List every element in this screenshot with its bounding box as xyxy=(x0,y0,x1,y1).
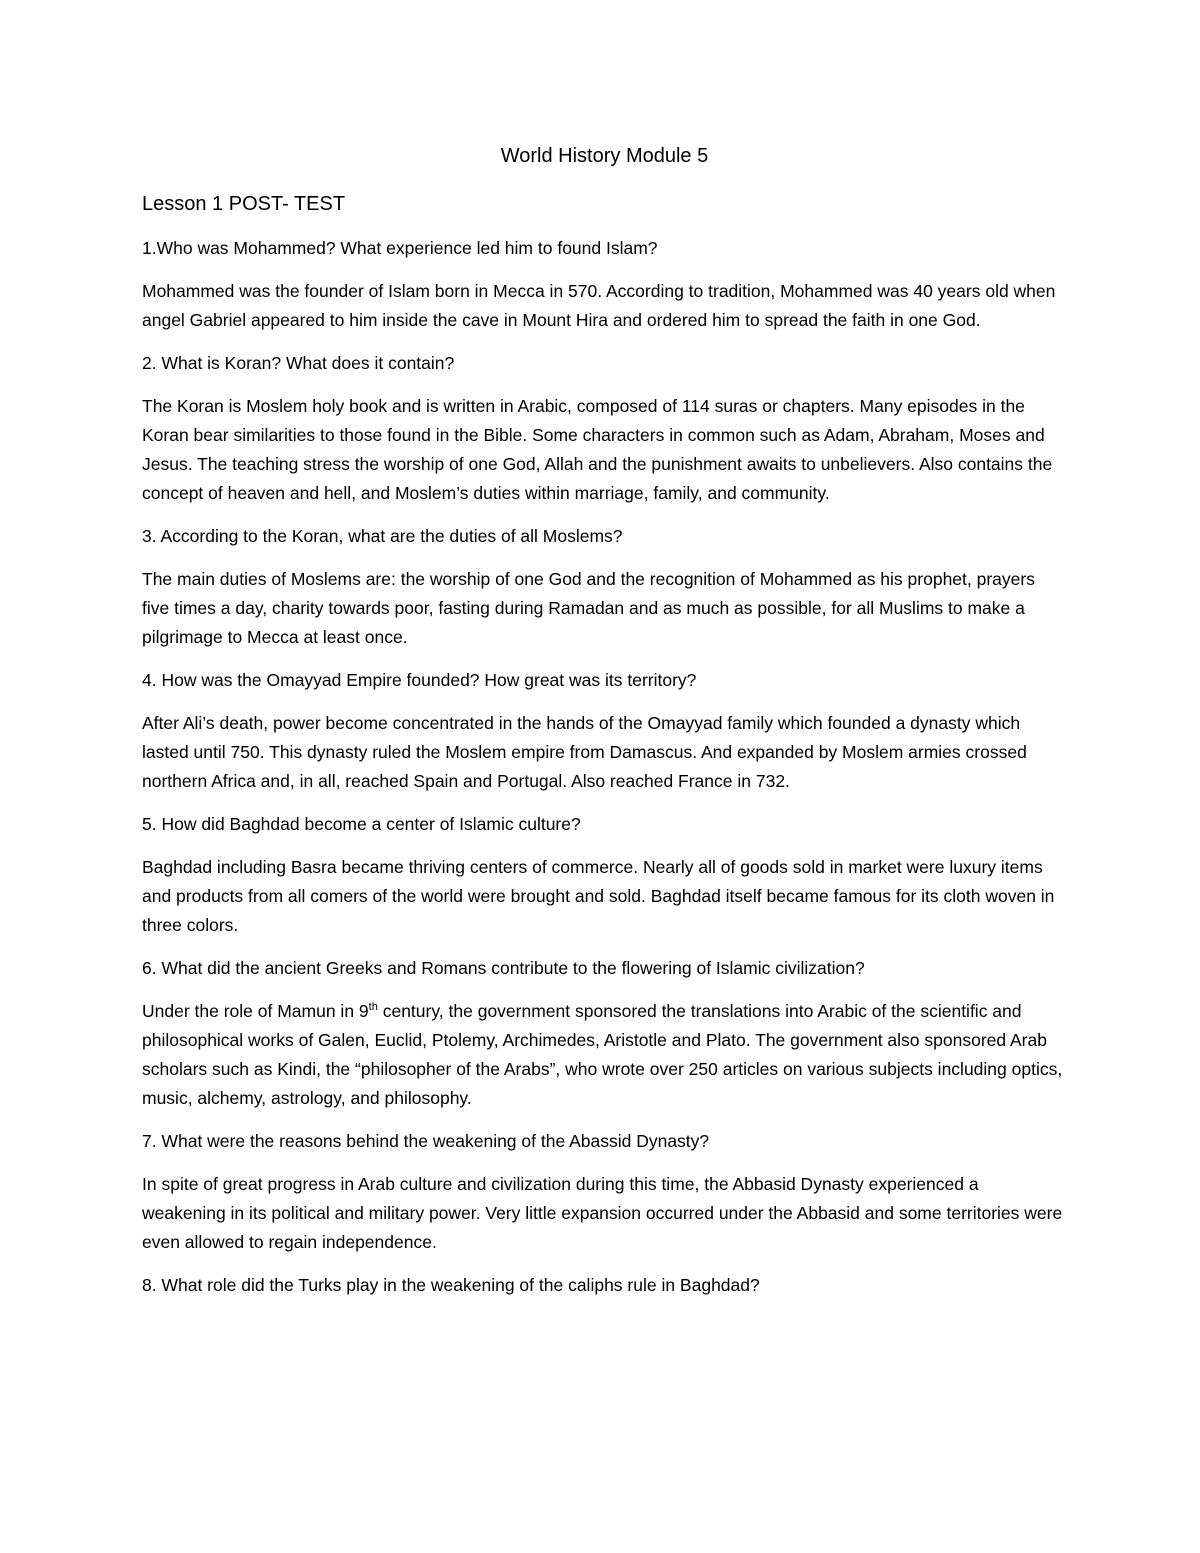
answer-6-superscript: th xyxy=(368,1001,378,1014)
question-2: 2. What is Koran? What does it contain? xyxy=(142,353,455,373)
answer-6-text-start: Under the role of Mamun in 9 xyxy=(142,1001,369,1021)
answer-1: Mohammed was the founder of Islam born in Mecca in 570. According to tradition, Mohammed was 40 years old when angel Gabriel appeared to him inside the cave in Mount Hira and ordered him to spread the faith in one God. xyxy=(142,281,1056,330)
document-body xyxy=(142,142,1067,1314)
question-5: 5. How did Baghdad become a center of Islamic culture? xyxy=(142,814,581,834)
question-1: 1.Who was Mohammed? What experience led him to found Islam? xyxy=(142,238,658,258)
question-8: 8. What role did the Turks play in the weakening of the caliphs rule in Baghdad? xyxy=(142,1275,760,1295)
answer-4: After Ali’s death, power become concentrated in the hands of the Omayyad family which founded a dynasty which lasted until 750. This dynasty ruled the Moslem empire from Damascus. And expanded by Moslem armies crossed northern Africa and, in all, reached Spain and Portugal. Also reached France in 732. xyxy=(142,713,1027,791)
answer-7: In spite of great progress in Arab culture and civilization during this time, the Abbasid Dynasty experienced a weakening in its political and military power. Very little expansion occurred under the Abbasid and some territories were even allowed to regain independence. xyxy=(142,1174,1063,1252)
page-title: World History Module 5 xyxy=(500,145,709,167)
question-4: 4. How was the Omayyad Empire founded? How great was its territory? xyxy=(142,670,697,690)
answer-6 xyxy=(142,997,1067,1113)
answer-2: The Koran is Moslem holy book and is written in Arabic, composed of 114 suras or chapters. Many episodes in the Koran bear similarities to those found in the Bible. Some characters in common such as Adam, Abraham, Moses and Jesus. The teaching stress the worship of one God, Allah and the punishment awaits to unbelievers. Also contains the concept of heaven and hell, and Moslem’s duties within marriage, family, and community. xyxy=(142,396,1053,503)
answer-6-text-end: century, the government sponsored the translations into Arabic of the scientific and philosophical works of Galen, Euclid, Ptolemy, Archimedes, Aristotle and Plato. The government also sponsored Arab scholars such as Kindi, the “philosopher of the Arabs”, who wrote over 250 articles on various subjects including optics, music, alchemy, astrology, and philosophy. xyxy=(142,1001,1063,1108)
answer-3: The main duties of Moslems are: the worship of one God and the recognition of Mohammed as his prophet, prayers five times a day, charity towards poor, fasting during Ramadan and as much as possible, for all Muslims to make a pilgrimage to Mecca at least once. xyxy=(142,569,1035,647)
question-6: 6. What did the ancient Greeks and Romans contribute to the flowering of Islamic civilization? xyxy=(142,958,865,978)
lesson-title: Lesson 1 POST- TEST xyxy=(142,193,346,215)
question-7: 7. What were the reasons behind the weakening of the Abassid Dynasty? xyxy=(142,1131,710,1151)
question-3: 3. According to the Koran, what are the duties of all Moslems? xyxy=(142,526,623,546)
answer-5: Baghdad including Basra became thriving centers of commerce. Nearly all of goods sold in market were luxury items and products from all comers of the world were brought and sold. Baghdad itself became famous for its cloth woven in three colors. xyxy=(142,857,1055,935)
